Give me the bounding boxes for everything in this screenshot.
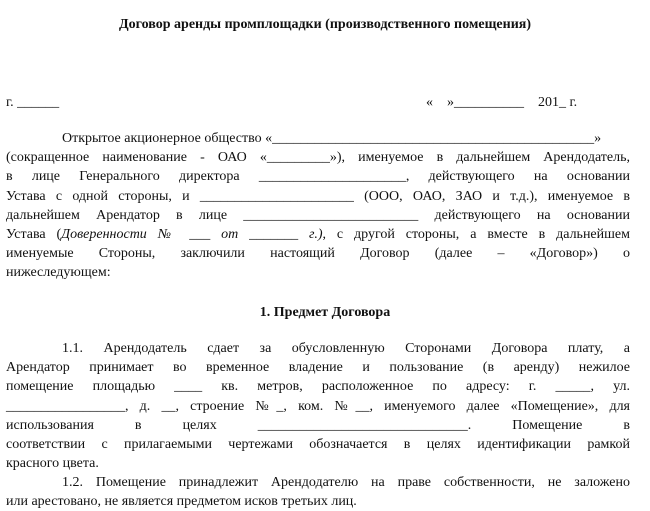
- clause-line: или арестовано, не является предметом исков третьих лиц.: [6, 494, 357, 510]
- preamble-line: [6, 225, 630, 244]
- power-of-attorney-ref: Доверенности № ___ от _______ г.): [61, 226, 323, 242]
- document-title: Договор аренды промплощадки (производственного помещения): [118, 17, 531, 32]
- preamble-line: Открытое акционерное общество «______________________________________________»: [62, 131, 602, 146]
- preamble-line: в лице Генерального директора _____________________, действующего на основании: [6, 169, 630, 185]
- section-1-heading: 1. Предмет Договора: [259, 305, 391, 320]
- preamble-line: нижеследующем:: [6, 265, 111, 281]
- clause-line: использования в целях ______________________________. Помещение в: [6, 417, 630, 433]
- clause-line: помещение площадью ____ кв. метров, расположенное по адресу: г. _____, ул.: [6, 379, 630, 395]
- clause-line: Арендатор принимает во временное владение и пользование (в аренду) нежилое: [6, 360, 630, 376]
- preamble-line: дальнейшем Арендатор в лице _________________________ действующего на основании: [6, 207, 630, 223]
- clause-line: соответствии с прилагаемыми чертежами обозначается в целях идентификации рамкой: [6, 436, 630, 452]
- clause-line: красного цвета.: [6, 456, 99, 472]
- place-date-line: [6, 93, 621, 113]
- date-field: « »__________ 201_ г.: [426, 95, 578, 110]
- preamble-line: Устава с одной стороны, и ______________________ (ООО, ОАО, ЗАО и т.д.), именуемое в: [6, 188, 630, 204]
- preamble-text: , с другой стороны, а вместе в дальнейшем: [322, 226, 630, 242]
- preamble-text: Устава (: [6, 226, 62, 242]
- clause-line: 1.1. Арендодатель сдает за обусловленную Сторонами Договора плату, а: [62, 341, 630, 356]
- preamble-line: именуемые Стороны, заключили настоящий Договор (далее – «Договор») о: [6, 246, 630, 262]
- preamble-paragraph: [6, 129, 630, 283]
- preamble-line: (сокращенное наименование - ОАО «_________»), именуемое в дальнейшем Арендодатель,: [6, 150, 630, 166]
- clause-line: 1.2. Помещение принадлежит Арендодателю на праве собственности, не заложено: [62, 475, 630, 490]
- clause-line: _________________, д. __, строение №_, ком. №__, именуемого далее «Помещение», для: [6, 398, 630, 414]
- clause-1-2: [6, 473, 630, 511]
- clause-1-1: [6, 339, 630, 473]
- place-field: г. ______: [6, 95, 60, 110]
